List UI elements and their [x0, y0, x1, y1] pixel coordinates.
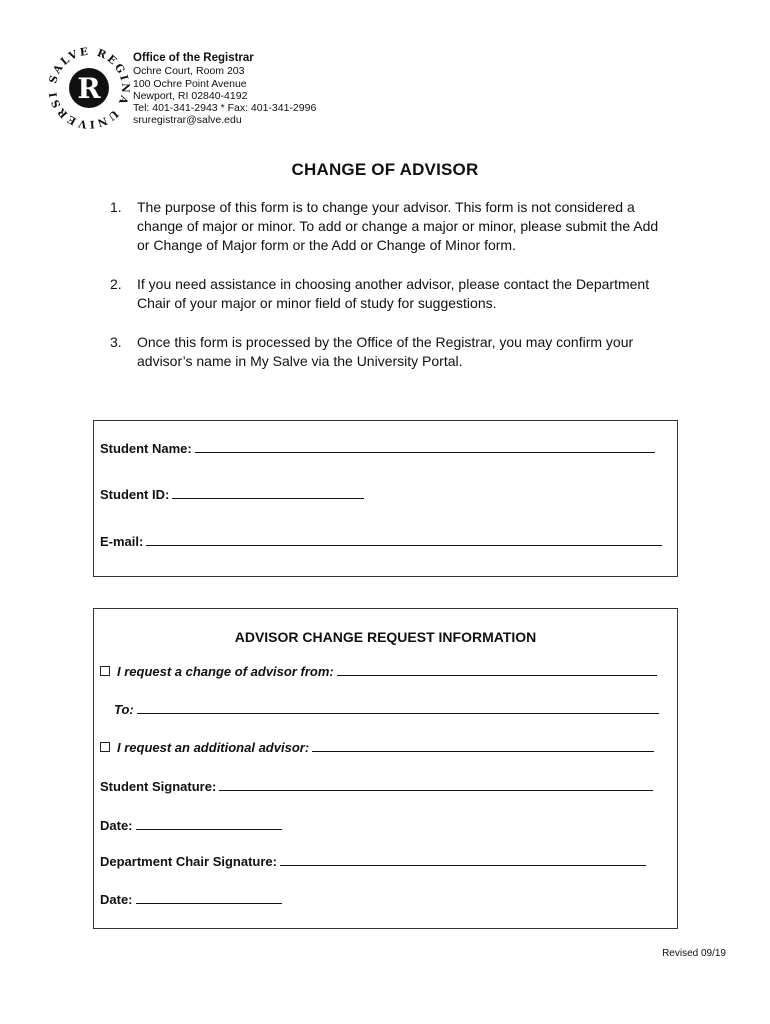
advisor-request-box [93, 608, 678, 929]
student-signature-row: Student Signature: [100, 779, 653, 794]
student-signature-field[interactable] [219, 779, 653, 791]
address-line: 100 Ochre Point Avenue [133, 77, 247, 90]
additional-advisor-row: I request an additional advisor: [100, 740, 654, 755]
student-id-row: Student ID: [100, 487, 364, 502]
chair-date-field[interactable] [136, 892, 282, 904]
office-name: Office of the Registrar [133, 52, 254, 64]
email-field[interactable] [146, 534, 662, 546]
additional-advisor-field[interactable] [312, 740, 654, 752]
request-section-title: ADVISOR CHANGE REQUEST INFORMATION [234, 629, 537, 645]
current-advisor-field[interactable] [337, 664, 657, 676]
instruction-item: 2. If you need assistance in choosing another advisor, please contact the Department Chair of your major or minor field of study for suggestions. [110, 276, 650, 311]
chair-signature-field[interactable] [280, 854, 646, 866]
email-row: E-mail: [100, 534, 662, 549]
form-title: CHANGE OF ADVISOR [291, 160, 479, 179]
seal-letter: R [77, 72, 101, 105]
student-id-field[interactable] [172, 487, 364, 499]
instruction-item: 1. The purpose of this form is to change your advisor. This form is not considered a change of major or minor. To add or change a major or minor, please submit the Add or Change of Major form or the Add or Change of Minor form. [110, 199, 659, 253]
revision-note: Revised 09/19 [662, 948, 726, 959]
instruction-item: 3. Once this form is processed by the Office of the Registrar, you may confirm your advisor’s name in My Salve via the University Portal. [110, 334, 634, 369]
new-advisor-field[interactable] [137, 702, 659, 714]
change-advisor-checkbox[interactable] [100, 666, 110, 676]
student-info-box [93, 420, 678, 577]
student-date-row: Date: [100, 818, 282, 833]
chair-signature-row: Department Chair Signature: [100, 854, 646, 869]
student-name-field[interactable] [195, 441, 655, 453]
email-line: sruregistrar@salve.edu [133, 114, 242, 127]
student-date-field[interactable] [136, 818, 282, 830]
address-line: Newport, RI 02840-4192 [133, 89, 248, 102]
chair-date-row: Date: [100, 892, 282, 907]
seal-text: SALVE REGINA UNIVERSI [47, 46, 131, 130]
office-header [133, 52, 316, 127]
additional-advisor-checkbox[interactable] [100, 742, 110, 752]
address-line: Ochre Court, Room 203 [133, 65, 245, 78]
instruction-list [110, 198, 670, 391]
student-name-row: Student Name: [100, 441, 655, 456]
phone-fax-line: Tel: 401-341-2943 * Fax: 401-341-2996 [133, 102, 317, 115]
university-seal-logo [47, 46, 131, 130]
change-advisor-row: I request a change of advisor from: [100, 664, 657, 679]
to-advisor-row: To: [114, 702, 659, 717]
